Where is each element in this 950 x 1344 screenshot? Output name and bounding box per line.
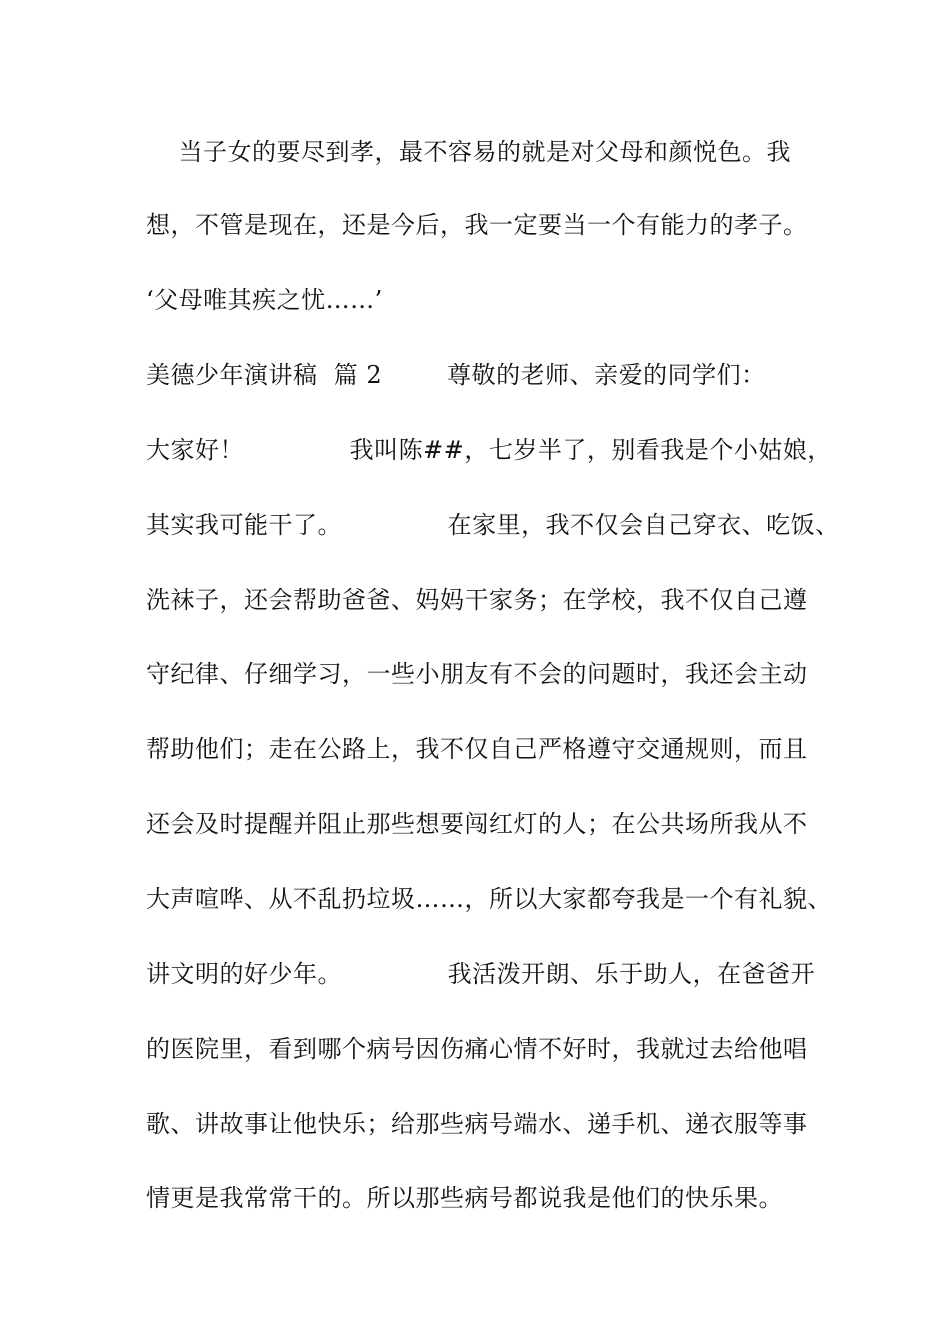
text-line: 还会及时提醒并阻止那些想要闯红灯的人；在公共场所我从不 (146, 810, 808, 838)
text-line: 当子女的要尽到孝，最不容易的就是对父母和颜悦色。我 (146, 138, 792, 166)
text-line: 大声喧哗、从不乱扔垃圾……，所以大家都夸我是一个有礼貌、 (146, 885, 832, 913)
text-line: 其实我可能干了。 在家里，我不仅会自己穿衣、吃饭、 (146, 511, 840, 539)
text-line: 洗袜子，还会帮助爸爸、妈妈干家务；在学校，我不仅自己遵 (146, 586, 808, 614)
text-line: 想，不管是现在，还是今后，我一定要当一个有能力的孝子。 (146, 211, 808, 239)
text-line: 帮助他们；走在公路上，我不仅自己严格遵守交通规则，而且 (146, 735, 808, 763)
text-line: 的医院里，看到哪个病号因伤痛心情不好时，我就过去给他唱 (146, 1035, 808, 1063)
text-line: 情更是我常常干的。所以那些病号都说我是他们的快乐果。 (146, 1184, 783, 1212)
text-line: 美德少年演讲稿 篇 2 尊敬的老师、亲爱的同学们： (146, 361, 766, 389)
text-line: 大家好！ 我叫陈##，七岁半了，别看我是个小姑娘， (146, 436, 832, 464)
text-line: 守纪律、仔细学习，一些小朋友有不会的问题时，我还会主动 (146, 660, 808, 688)
text-line: ‘父母唯其疾之忧……’ (146, 286, 383, 314)
text-line: 讲文明的好少年。 我活泼开朗、乐于助人，在爸爸开 (146, 960, 816, 988)
text-line: 歌、讲故事让他快乐；给那些病号端水、递手机、递衣服等事 (146, 1110, 808, 1138)
